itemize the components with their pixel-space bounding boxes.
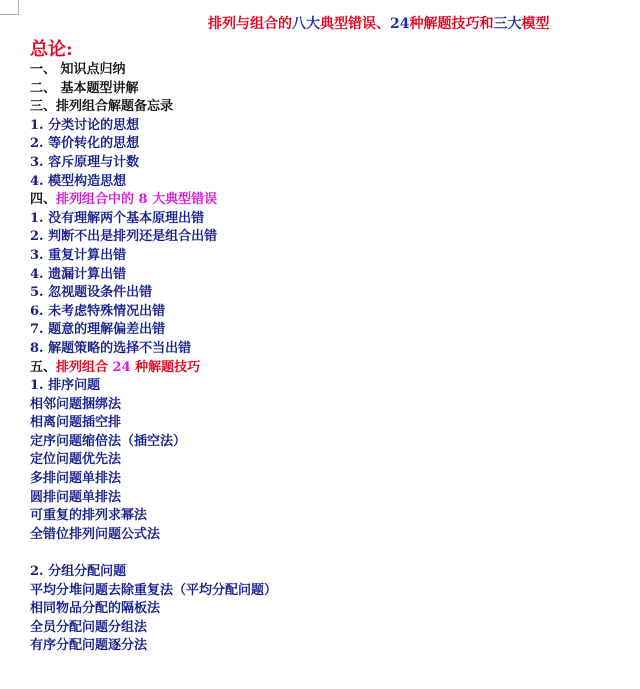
- method-item: 相邻问题捆绑法: [30, 396, 122, 412]
- memo-item: 3. 容斥原理与计数: [30, 154, 140, 170]
- blank-line: [30, 544, 277, 563]
- method-item: 有序分配问题逐分法: [30, 638, 148, 654]
- subsection-heading-grouping: 2. 分组分配问题: [30, 564, 127, 580]
- page-corner-mark: [0, 0, 19, 15]
- method-item: 全员分配问题分组法: [30, 619, 148, 635]
- outline-item: 二、 基本题型讲解: [30, 80, 139, 96]
- error-item: 8. 解题策略的选择不当出错: [30, 340, 192, 356]
- error-item: 1. 没有理解两个基本原理出错: [30, 210, 205, 226]
- section-heading-errors: 四、排列组合中的 8 大典型错误: [30, 192, 218, 208]
- method-item: 相离问题插空排: [30, 415, 122, 431]
- outline-item: 一、 知识点归纳: [30, 62, 126, 77]
- error-item: 5. 忽视题设条件出错: [30, 285, 153, 301]
- error-item: 3. 重复计算出错: [30, 247, 127, 263]
- error-item: 4. 遗漏计算出错: [30, 266, 127, 282]
- document-body: [30, 61, 277, 656]
- subsection-heading-sort: 1. 排序问题: [30, 378, 101, 394]
- error-item: 7. 题意的理解偏差出错: [30, 322, 166, 338]
- method-item: 可重复的排列求幂法: [30, 508, 148, 524]
- summary-label: 总论:: [30, 39, 73, 60]
- method-item: 平均分堆问题去除重复法（平均分配问题）: [30, 582, 278, 598]
- method-item: 圆排问题单排法: [30, 489, 122, 505]
- section-heading-techniques: 五、排列组合 24 种解题技巧: [30, 359, 201, 375]
- error-item: 2. 判断不出是排列还是组合出错: [30, 229, 218, 245]
- method-item: 定序问题缩倍法（插空法）: [30, 433, 187, 449]
- error-item: 6. 未考虑特殊情况出错: [30, 303, 166, 319]
- method-item: 全错位排列问题公式法: [30, 526, 161, 542]
- method-item: 相同物品分配的隔板法: [30, 601, 161, 617]
- method-item: 定位问题优先法: [30, 452, 122, 468]
- document-title: 排列与组合的八大典型错误、24种解题技巧和三大模型: [208, 16, 550, 32]
- memo-item: 4. 模型构造思想: [30, 173, 127, 189]
- memo-item: 1. 分类讨论的思想: [30, 117, 140, 133]
- memo-item: 2. 等价转化的思想: [30, 136, 140, 152]
- method-item: 多排问题单排法: [30, 471, 122, 487]
- outline-item: 三、排列组合解题备忘录: [30, 99, 174, 115]
